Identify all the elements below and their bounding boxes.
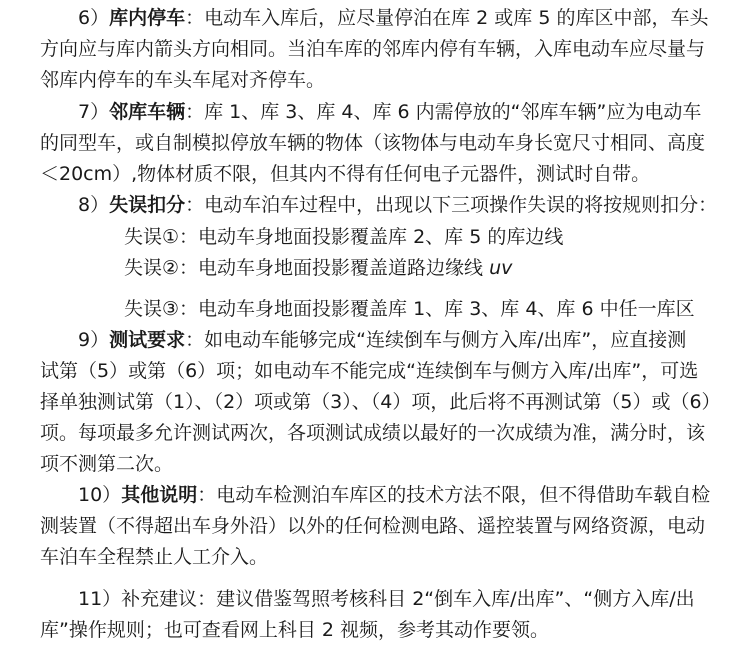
para-6-heading: 库内停车 [109,7,186,29]
error-item-2-text: 失误②：电动车身地面投影覆盖道路边缘线 [124,257,484,279]
para-9-line-4: 项。每项最多允许测试两次，各项测试成绩以最好的一次成绩为准，满分时，该 [40,422,706,444]
para-8-number: 8） [78,194,110,216]
para-11-line-2: 库”操作规则；也可查看网上科目 2 视频，参考其动作要领。 [40,619,550,641]
para-9-text: ：如电动车能够完成“连续倒车与侧方入库/出库”，应直接测 [185,329,687,351]
para-7-text: ：库 1、库 3、库 4、库 6 内需停放的“邻库车辆”应为电动车 [185,101,702,123]
para-6-text: ：电动车入库后，应尽量停泊在库 2 或库 5 的库区中部，车头 [185,7,709,29]
para-8-heading: 失误扣分 [109,194,186,216]
para-9-line-1 [0,324,750,356]
error-item-3: 失误③：电动车身地面投影覆盖库 1、库 3、库 4、库 6 中任一库区 [124,298,695,320]
para-10-line-3: 车泊车全程禁止人工介入。 [40,546,269,568]
para-10-line-1 [0,479,750,511]
para-6-line-1 [0,2,750,34]
para-8-line-1 [0,189,750,221]
para-6-line-3: 邻库内停车的车头车尾对齐停车。 [40,69,326,91]
para-9-line-2: 试第（5）或第（6）项；如电动车不能完成“连续倒车与侧方入库/出库”，可选 [40,360,699,382]
para-7-number: 7） [78,101,110,123]
para-9-line-3: 择单独测试第（1）、（2）项或第（3）、（4）项，此后将不再测试第（5）或（6） [40,391,721,413]
para-6-number: 6） [78,7,110,29]
para-10-number: 10） [78,484,122,506]
stray-mark: uv [489,257,513,279]
para-6-line-2: 方向应与库内箭头方向相同。当泊车库的邻库内停有车辆，入库电动车应尽量与 [40,38,706,60]
para-11-line-1: 11）补充建议：建议借鉴驾照考核科目 2“倒车入库/出库”、“侧方入库/出 [78,588,695,610]
para-8-text: ：电动车泊车过程中，出现以下三项操作失误的将按规则扣分： [185,194,718,216]
para-10-line-2: 测装置（不得超出车身外沿）以外的任何检测电路、遥控装置与网络资源，电动 [40,515,706,537]
para-7-line-1 [0,96,750,128]
para-10-heading: 其他说明 [121,484,198,506]
para-9-number: 9） [78,329,110,351]
para-7-line-2: 的同型车，或自制模拟停放车辆的物体（该物体与电动车身长宽尺寸相同、高度 [40,132,706,154]
para-9-line-5: 项不测第二次。 [40,453,174,475]
para-10-text: ：电动车检测泊车库区的技术方法不限，但不得借助车载自检 [197,484,711,506]
error-item-1: 失误①：电动车身地面投影覆盖库 2、库 5 的库边线 [124,226,564,248]
error-item-2 [0,252,750,284]
para-7-line-3: ＜20cm）,物体材质不限，但其内不得有任何电子元器件，测试时自带。 [40,163,651,185]
para-9-heading: 测试要求 [109,329,186,351]
para-7-heading: 邻库车辆 [109,101,186,123]
